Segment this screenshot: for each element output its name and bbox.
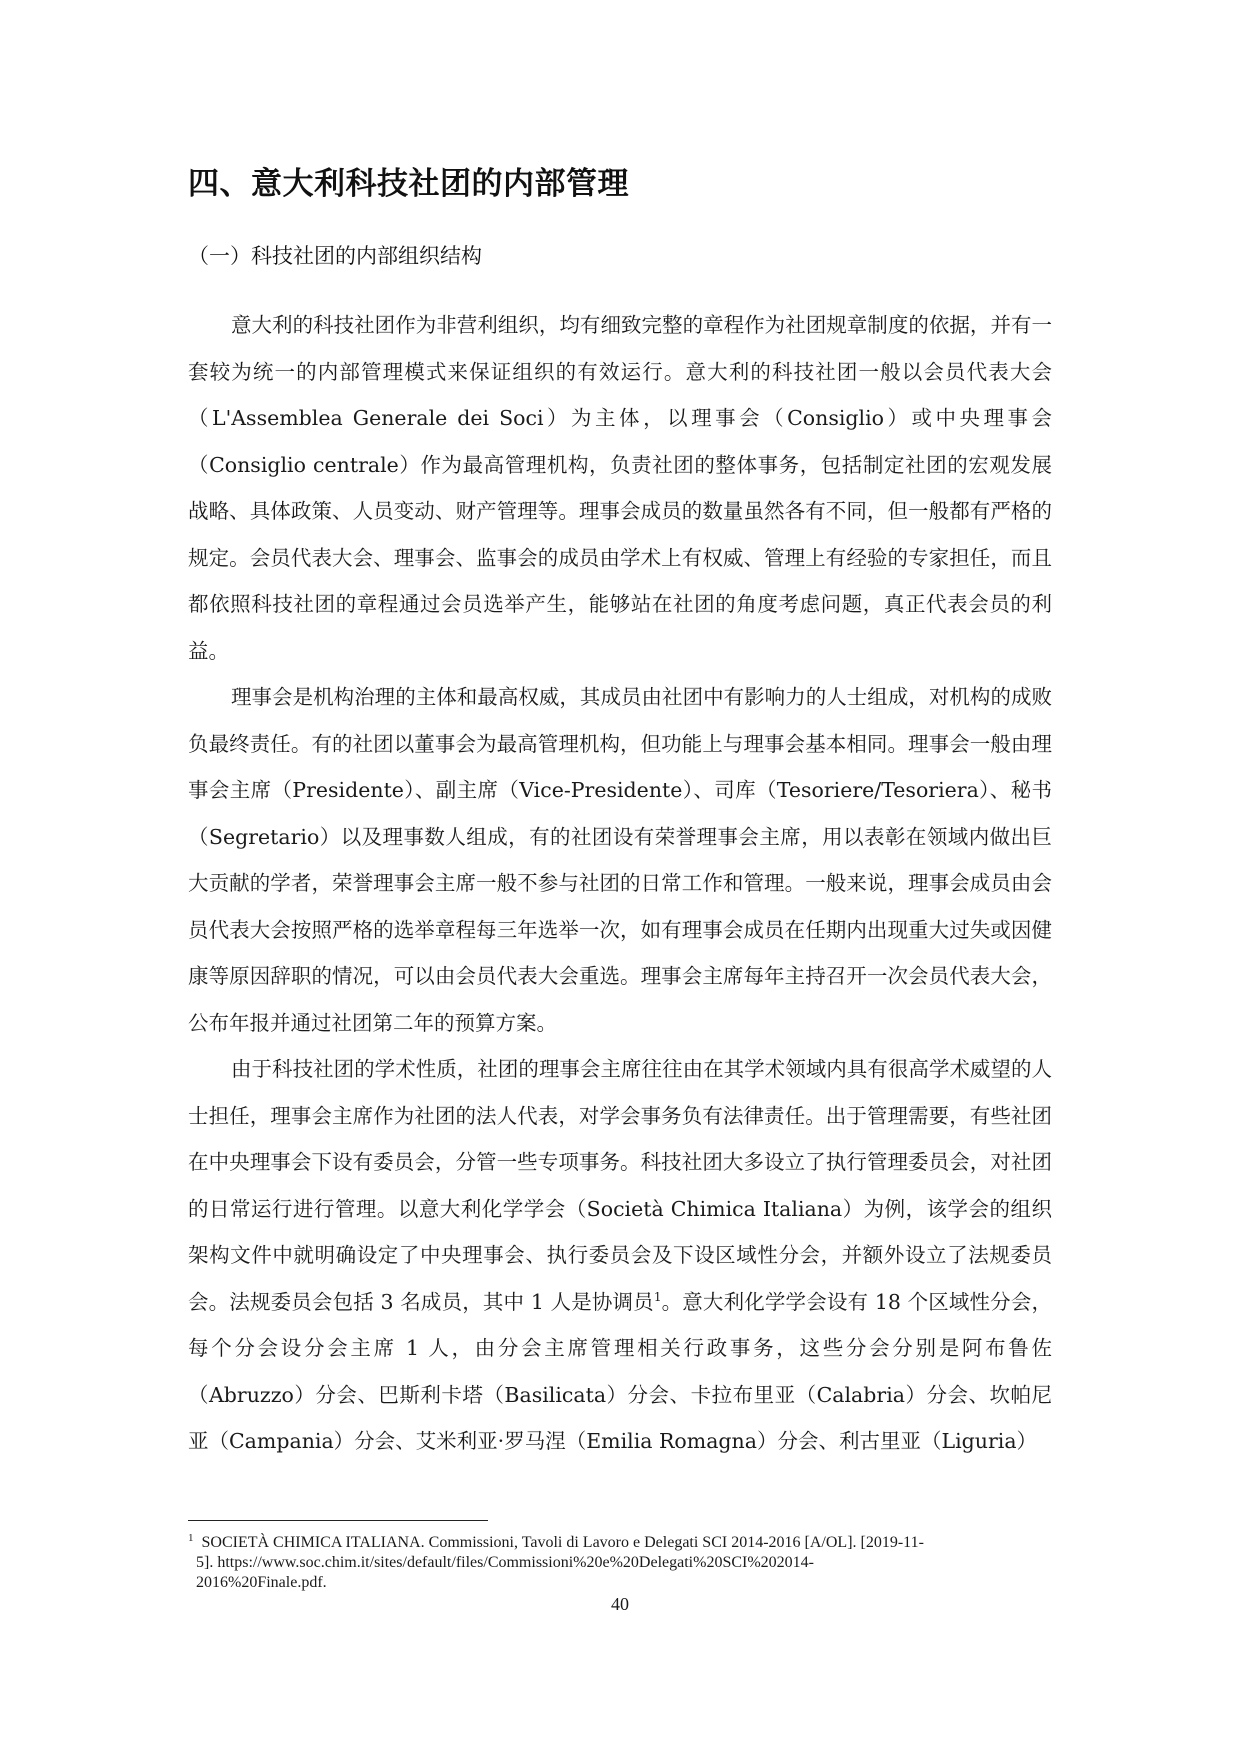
footnote-line-2[interactable]: 5]. https://www.soc.chim.it/sites/default/files/Commissioni%20e%20Delegati%20SCI%202014- bbox=[196, 1554, 814, 1571]
page-number: 40 bbox=[611, 1594, 629, 1614]
footnote-reference[interactable]: 1 bbox=[653, 1289, 662, 1304]
subsection-heading: （一）科技社团的内部组织结构 bbox=[188, 244, 482, 268]
paragraph-3-text-b: 。意大利化学学会设有 18 个区域性分会，每个分会设分会主席 1 人，由分会主席管理相关行政事务，这些分会分别是阿布鲁佐（Abruzzo）分会、巴斯利卡塔（Basilicata）分会、卡拉布里亚（Calabria）分会、坎帕尼亚（Campania）分会、艾米利亚·罗马涅（Emilia Romagna）分会、利古里亚（Liguria） bbox=[188, 1289, 1052, 1453]
footnote-line-3[interactable]: 2016%20Finale.pdf. bbox=[196, 1574, 327, 1591]
footnote bbox=[188, 1533, 1052, 1593]
paragraph-3 bbox=[188, 1046, 1052, 1465]
footnote-line-1: SOCIETÀ CHIMICA ITALIANA. Commissioni, Tavoli di Lavoro e Delegati SCI 2014-2016 [A/OL]. [2019-11- bbox=[201, 1534, 924, 1551]
body-text bbox=[188, 302, 1052, 1465]
footnote-mark: 1 bbox=[188, 1531, 194, 1544]
paragraph-3-text-a: 由于科技社团的学术性质，社团的理事会主席往往由在其学术领域内具有很高学术威望的人士担任，理事会主席作为社团的法人代表，对学会事务负有法律责任。出于管理需要，有些社团在中央理事会下设有委员会，分管一些专项事务。科技社团大多设立了执行管理委员会，对社团的日常运行进行管理。以意大利化学学会（Società Chimica Italiana）为例，该学会的组织架构文件中就明确设定了中央理事会、执行委员会及下设区域性分会，并额外设立了法规委员会。法规委员会包括 3 名成员，其中 1 人是协调员 bbox=[188, 1057, 1052, 1314]
paragraph-2: 理事会是机构治理的主体和最高权威，其成员由社团中有影响力的人士组成，对机构的成败负最终责任。有的社团以董事会为最高管理机构，但功能上与理事会基本相同。理事会一般由理事会主席（Presidente）、副主席（Vice-Presidente）、司库（Tesoriere/Tesoriera）、秘书（Segretario）以及理事数人组成，有的社团设有荣誉理事会主席，用以表彰在领域内做出巨大贡献的学者，荣誉理事会主席一般不参与社团的日常工作和管理。一般来说，理事会成员由会员代表大会按照严格的选举章程每三年选举一次，如有理事会成员在任期内出现重大过失或因健康等原因辞职的情况，可以由会员代表大会重选。理事会主席每年主持召开一次会员代表大会，公布年报并通过社团第二年的预算方案。 bbox=[188, 685, 1052, 1035]
footnote-separator bbox=[188, 1520, 488, 1521]
section-heading: 四、意大利科技社团的内部管理 bbox=[188, 166, 629, 202]
paragraph-1: 意大利的科技社团作为非营利组织，均有细致完整的章程作为社团规章制度的依据，并有一套较为统一的内部管理模式来保证组织的有效运行。意大利的科技社团一般以会员代表大会（L'Assemblea Generale dei Soci）为主体，以理事会（Consiglio）或中央理事会（Consiglio centrale）作为最高管理机构，负责社团的整体事务，包括制定社团的宏观发展战略、具体政策、人员变动、财产管理等。理事会成员的数量虽然各有不同，但一般都有严格的规定。会员代表大会、理事会、监事会的成员由学术上有权威、管理上有经验的专家担任，而且都依照科技社团的章程通过会员选举产生，能够站在社团的角度考虑问题，真正代表会员的利益。 bbox=[188, 313, 1052, 663]
